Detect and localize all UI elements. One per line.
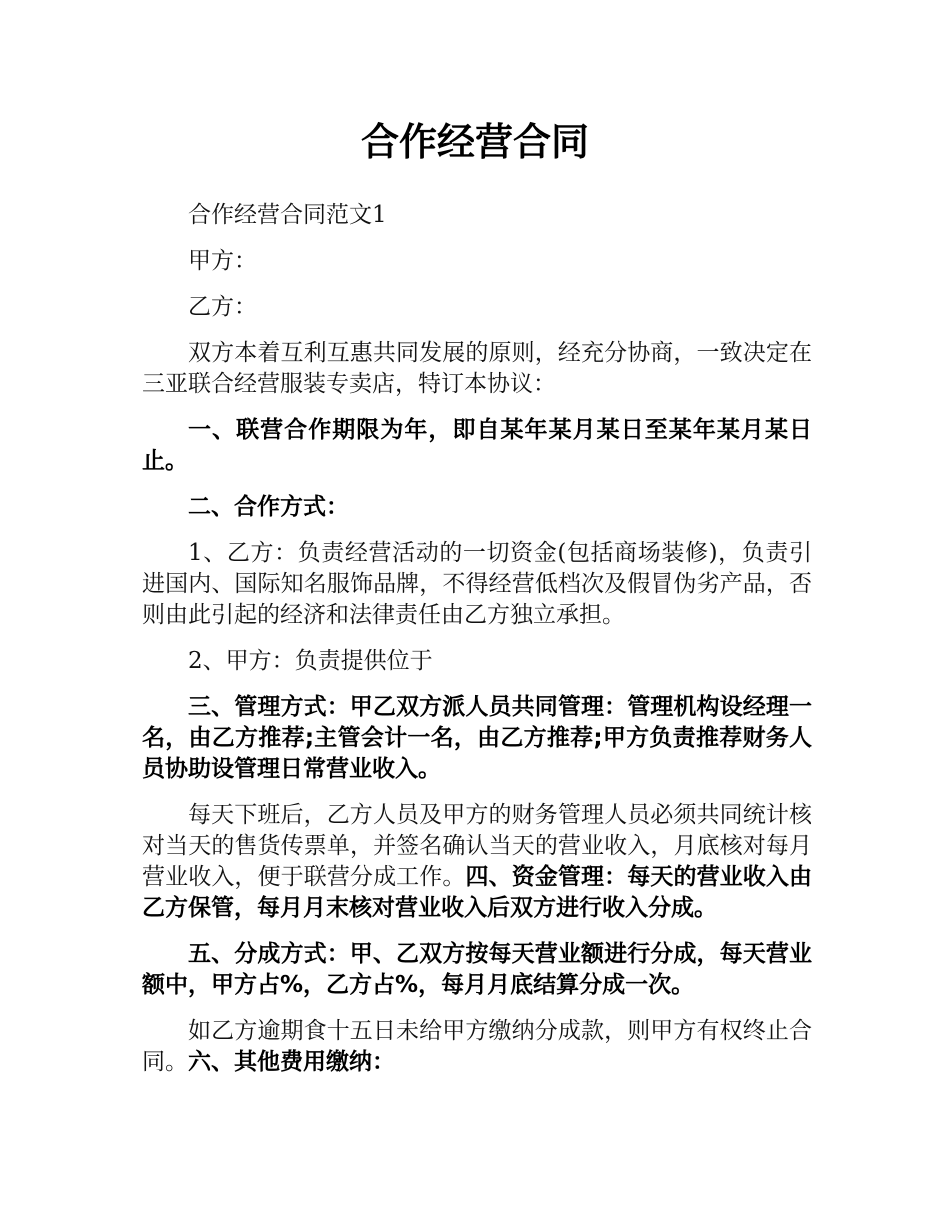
- paragraph-heading-sample: [142, 200, 812, 231]
- paragraph-clause-2-item-2: [142, 646, 812, 677]
- text: 2、甲方：负责提供位于: [188, 648, 433, 674]
- text: 乙方：: [188, 294, 257, 320]
- paragraph-preamble: [142, 338, 812, 400]
- text: 合作经营合同范文1: [188, 202, 387, 228]
- text: 甲方：: [188, 248, 257, 274]
- bold-text: 三、管理方式：甲乙双方派人员共同管理：管理机构设经理一名，由乙方推荐;主管会计一名，由乙方推荐;甲方负责推荐财务人员协助设管理日常营业收入。: [142, 694, 812, 782]
- paragraph-party-a: [142, 246, 812, 277]
- paragraph-clause-3: [142, 692, 812, 785]
- bold-text: 六、其他费用缴纳：: [188, 1049, 395, 1075]
- paragraph-clause-2: [142, 492, 812, 523]
- text: 每天下班后，乙方人员及甲方的财务管理人员必须共同统计核对当天的售货传票单，并签名确认当天的营业收入，月底核对每月营业收入，便于联营分成工作。: [142, 802, 812, 890]
- paragraph-clause-2-item-1: [142, 538, 812, 631]
- paragraph-daily-check: [142, 800, 812, 924]
- document-title: 合作经营合同: [360, 120, 589, 164]
- bold-text: 二、合作方式：: [188, 494, 349, 520]
- text: 1、乙方：负责经营活动的一切资金(包括商场装修)，负责引进国内、国际知名服饰品牌，不得经营低档次及假冒伪劣产品，否则由此引起的经济和法律责任由乙方独立承担。: [142, 540, 812, 628]
- paragraph-termination: [142, 1016, 812, 1078]
- bold-text: 四、资金管理：每天的营业收入由乙方保管，每月月末核对营业收入后双方进行收入分成。: [142, 864, 813, 921]
- paragraph-party-b: [142, 292, 812, 323]
- text: 双方本着互利互惠共同发展的原则，经充分协商，一致决定在三亚联合经营服装专卖店，特订本协议：: [142, 340, 812, 397]
- bold-text: 五、分成方式：甲、乙双方按每天营业额进行分成，每天营业额中，甲方占%，乙方占%，每月月底结算分成一次。: [142, 941, 812, 998]
- text: 如乙方逾期食十五日未给甲方缴纳分成款，则甲方有权终止合同。: [142, 1018, 812, 1075]
- bold-text: 一、联营合作期限为年，即自某年某月某日至某年某月某日止。: [142, 417, 812, 474]
- document-body: [142, 200, 812, 1093]
- paragraph-clause-1: [142, 415, 812, 477]
- paragraph-clause-5: [142, 939, 812, 1001]
